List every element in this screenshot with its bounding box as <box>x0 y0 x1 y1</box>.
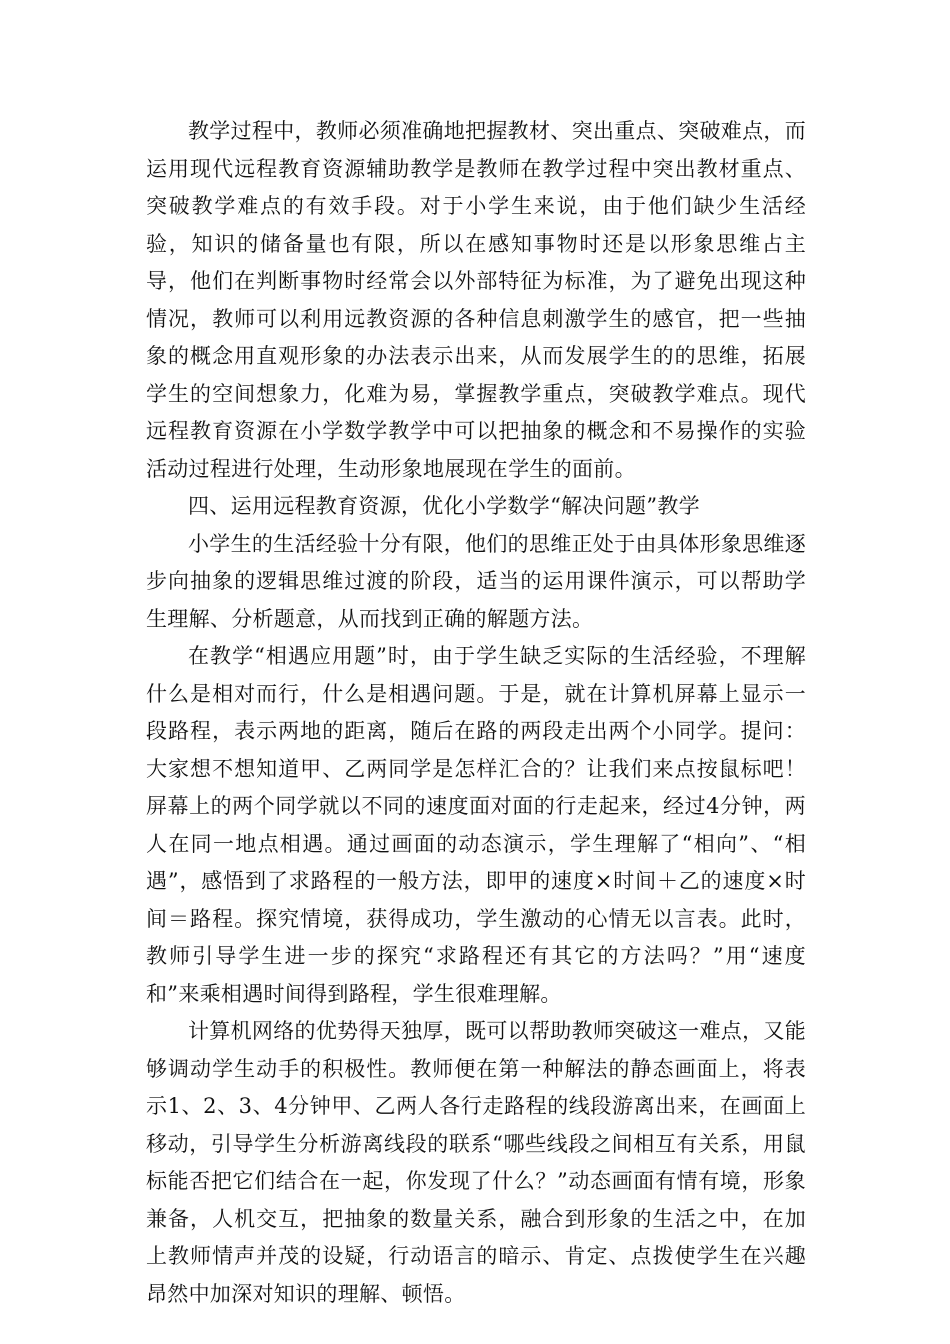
section-heading-four: 四、运用远程教育资源，优化小学数学“解决问题”教学 <box>188 494 700 518</box>
paragraph-computer-network: 计算机网络的优势得天独厚，既可以帮助教师突破这一难点，又能够调动学生动手的积极性。教师便在第一种解法的静态画面上，将表示1、2、3、4分钟甲、乙两人各行走路程的线段游离出来，在画面上移动，引导学生分析游离线段的联系“哪些线段之间相互有关系，用鼠标能否把它们结合在一起，你发现了什么？”动态画面有情有境，形象兼备，人机交互，把抽象的数量关系，融合到形象的生活之中，在加上教师情声并茂的设疑，行动语言的暗示、肯定、点拨使学生在兴趣昂然中加深对知识的理解、顿悟。 <box>146 1019 806 1306</box>
document-body <box>146 113 806 1313</box>
paragraph-meeting-problem: 在教学“相遇应用题”时，由于学生缺乏实际的生活经验，不理解什么是相对而行，什么是相遇问题。于是，就在计算机屏幕上显示一段路程，表示两地的距离，随后在路的两段走出两个小同学。提问：大家想不想知道甲、乙两同学是怎样汇合的？让我们来点按鼠标吧！屏幕上的两个同学就以不同的速度面对面的行走起来，经过4分钟，两人在同一地点相遇。通过画面的动态演示，学生理解了“相向”、“相遇”，感悟到了求路程的一般方法，即甲的速度×时间＋乙的速度×时间＝路程。探究情境，获得成功，学生激动的心情无以言表。此时，教师引导学生进一步的探究“求路程还有其它的方法吗？”用“速度和”来乘相遇时间得到路程，学生很难理解。 <box>146 644 806 1006</box>
paragraph-student-experience: 小学生的生活经验十分有限，他们的思维正处于由具体形象思维逐步向抽象的逻辑思维过渡的阶段，适当的运用课件演示，可以帮助学生理解、分析题意，从而找到正确的解题方法。 <box>146 531 806 631</box>
paragraph-teaching-process: 教学过程中，教师必须准确地把握教材、突出重点、突破难点，而运用现代远程教育资源辅助教学是教师在教学过程中突出教材重点、突破教学难点的有效手段。对于小学生来说，由于他们缺少生活经验，知识的储备量也有限，所以在感知事物时还是以形象思维占主导，他们在判断事物时经常会以外部特征为标准，为了避免出现这种情况，教师可以利用远教资源的各种信息刺激学生的感官，把一些抽象的概念用直观形象的办法表示出来，从而发展学生的的思维，拓展学生的空间想象力，化难为易，掌握教学重点，突破教学难点。现代远程教育资源在小学数学教学中可以把抽象的概念和不易操作的实验活动过程进行处理，生动形象地展现在学生的面前。 <box>146 119 806 481</box>
